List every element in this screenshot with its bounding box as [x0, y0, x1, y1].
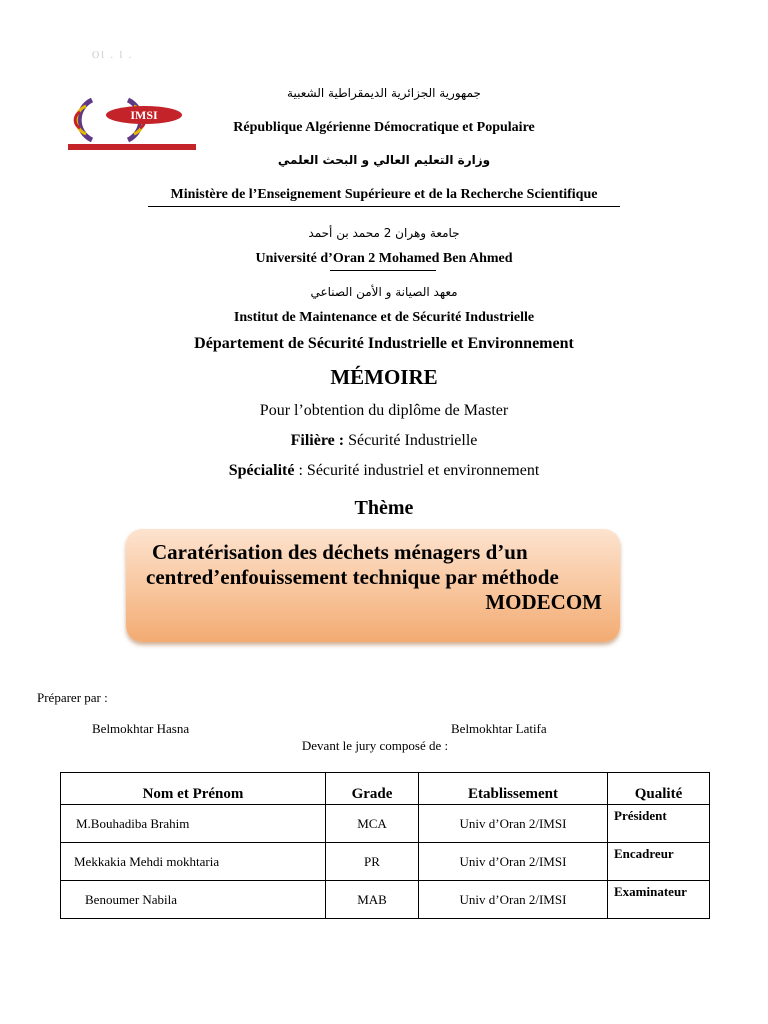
- jury-role: Examinateur: [608, 881, 710, 919]
- author-name: Belmokhtar Hasna: [92, 721, 190, 736]
- ministry-french: Ministère de l’Enseignement Supérieure et de la Recherche Scientifique: [170, 187, 598, 202]
- specialite-line: [0, 462, 768, 480]
- jury-name: Benoumer Nabila: [61, 881, 326, 919]
- ministry-underline: [148, 206, 620, 207]
- jury-grade: MAB: [326, 881, 419, 919]
- institute-arabic: معهد الصيانة و الأمن الصناعي: [310, 285, 458, 299]
- jury-name: M.Bouhadiba Brahim: [61, 805, 326, 843]
- theme-title-line-1: Caratérisation des déchets ménagers d’un: [152, 540, 528, 564]
- table-header-row: [61, 773, 710, 805]
- filiere-line: [0, 432, 768, 450]
- column-header-grade: Grade: [326, 773, 419, 805]
- university-arabic: جامعة وهران 2 محمد بن أحمد: [308, 226, 460, 240]
- table-row: [61, 881, 710, 919]
- top-fragment-text: Ol . l .: [92, 50, 134, 61]
- department-title: Département de Sécurité Industrielle et Environnement: [194, 335, 574, 352]
- filiere-label: Filière :: [290, 432, 345, 449]
- prepared-by-label: Préparer par :: [37, 690, 108, 705]
- specialite-label: Spécialité: [228, 462, 295, 479]
- institute-french: Institut de Maintenance et de Sécurité Industrielle: [233, 310, 535, 325]
- theme-title-line-2: centred’enfouissement technique par méthode: [146, 565, 559, 589]
- column-header-qualite: Qualité: [608, 773, 710, 805]
- jury-table: [60, 772, 710, 919]
- republic-arabic: جمهورية الجزائرية الديمقراطية الشعبية: [287, 86, 481, 100]
- theme-label: Thème: [354, 497, 414, 519]
- logo-text: IMSI: [130, 108, 158, 122]
- jury-intro: Devant le jury composé de :: [301, 738, 449, 753]
- jury-etablissement: Univ d’Oran 2/IMSI: [419, 843, 608, 881]
- author-name: Belmokhtar Latifa: [451, 721, 547, 736]
- column-header-name: Nom et Prénom: [61, 773, 326, 805]
- column-header-etablissement: Etablissement: [419, 773, 608, 805]
- jury-role: Président: [608, 805, 710, 843]
- jury-etablissement: Univ d’Oran 2/IMSI: [419, 805, 608, 843]
- jury-etablissement: Univ d’Oran 2/IMSI: [419, 881, 608, 919]
- jury-grade: PR: [326, 843, 419, 881]
- filiere-value: Sécurité Industrielle: [344, 432, 478, 449]
- specialite-value: : Sécurité industriel et environnement: [294, 462, 540, 479]
- university-french: Université d’Oran 2 Mohamed Ben Ahmed: [255, 251, 513, 266]
- memoire-title: MÉMOIRE: [330, 365, 438, 389]
- jury-name: Mekkakia Mehdi mokhtaria: [61, 843, 326, 881]
- jury-grade: MCA: [326, 805, 419, 843]
- table-row: [61, 843, 710, 881]
- republic-french: République Algérienne Démocratique et Populaire: [233, 120, 535, 135]
- table-row: [61, 805, 710, 843]
- theme-title-line-3: MODECOM: [485, 590, 602, 614]
- ministry-arabic: وزارة التعليم العالي و البحث العلمي: [277, 153, 491, 167]
- degree-purpose: Pour l’obtention du diplôme de Master: [259, 402, 509, 419]
- university-underline: [330, 270, 436, 271]
- jury-role: Encadreur: [608, 843, 710, 881]
